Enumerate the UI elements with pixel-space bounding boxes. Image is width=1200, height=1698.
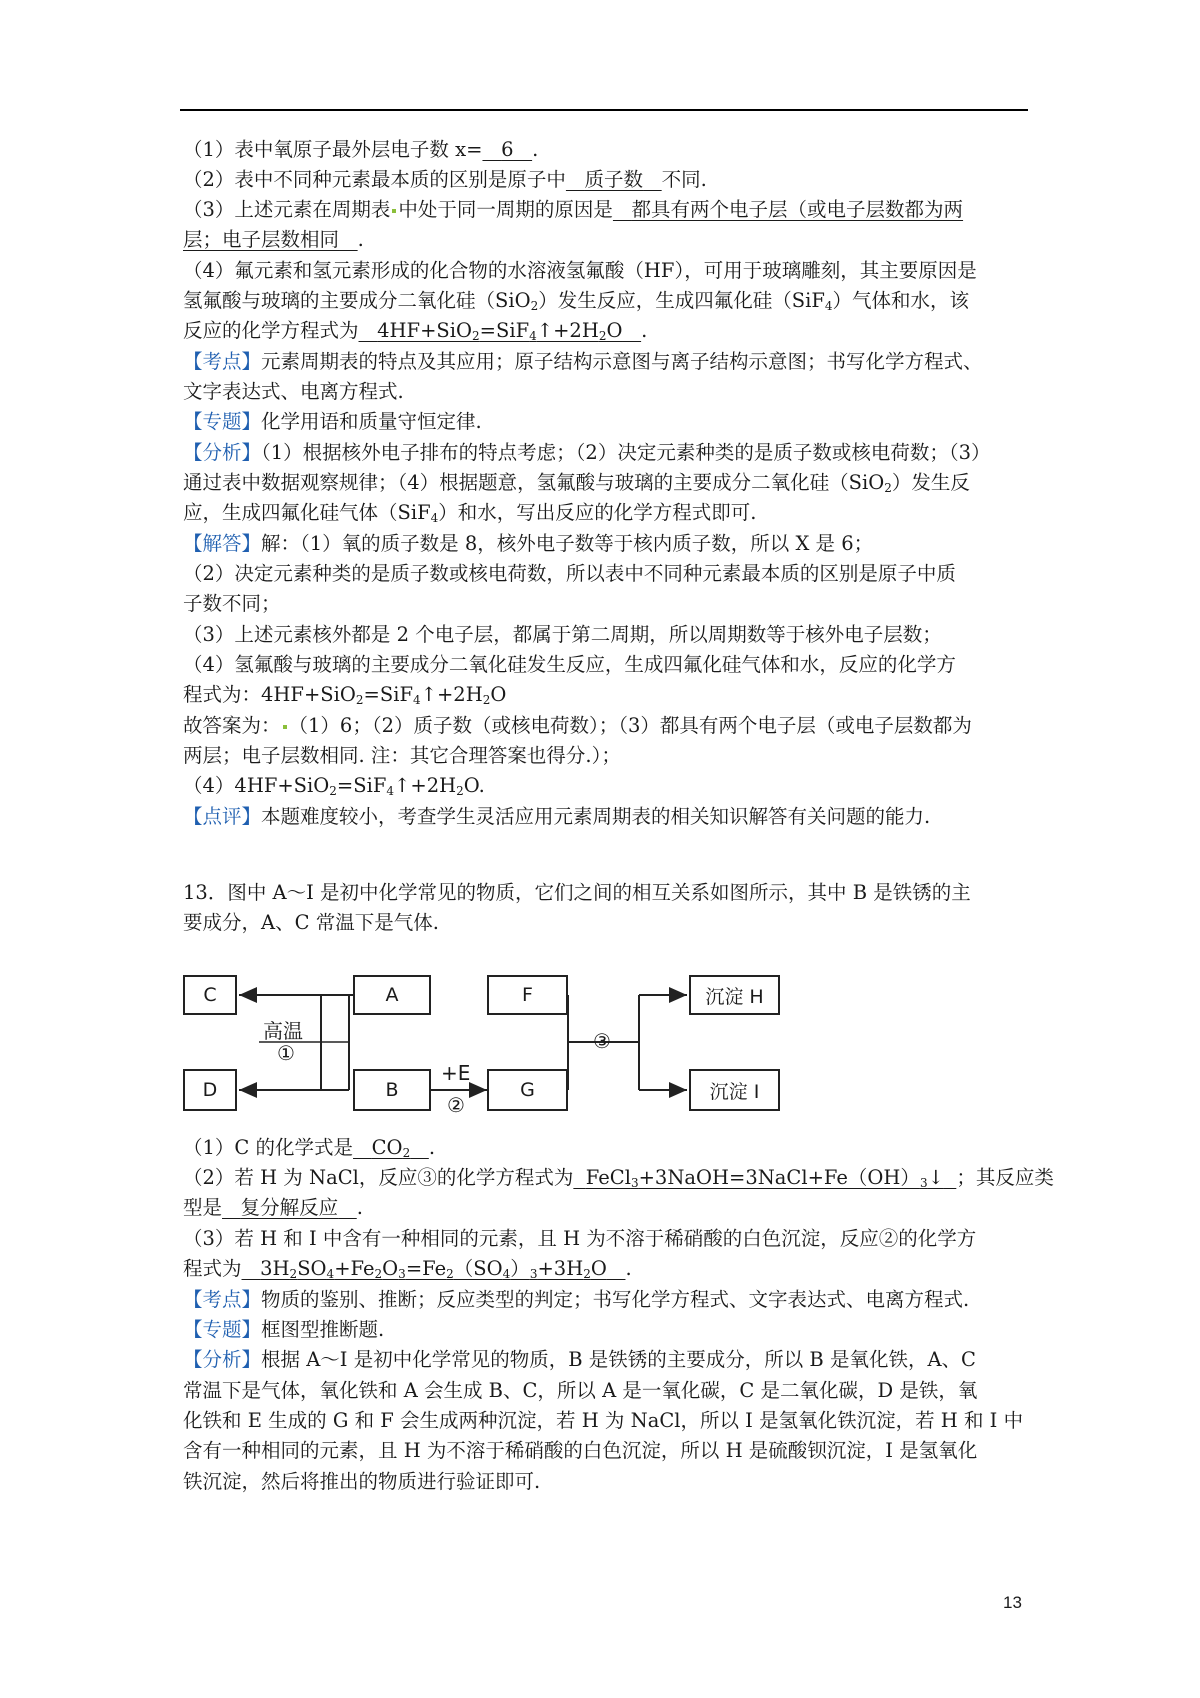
q12-zhuanti: 【专题】化学用语和质量守恒定律. [183,410,482,433]
page-number: 13 [1003,1593,1022,1612]
q12-part3-line1: （3）上述元素在周期表 中处于同一周期的原因是 都具有两个电子层（或电子层数都为两 [183,198,964,221]
q12-part2: （2）表中不同种元素最本质的区别是原子中 质子数 不同. [183,168,707,191]
q12-part4-line1: （4）氟元素和氢元素形成的化合物的水溶液氢氟酸（HF），可用于玻璃雕刻，其主要原因是 [183,259,977,282]
label-plus-E: +E [441,1061,471,1085]
header-rule [180,109,1028,111]
q13-fenxi-5: 铁沉淀，然后将推出的物质进行验证即可. [183,1470,541,1493]
q12-answer-4: $(4)4HF+SiO_2=SiF_4↑+2H_2O$. [183,774,485,798]
node-B: B [353,1069,431,1111]
q12-answer: 故答案为： （1）6；（2）质子数（或核电荷数）；（3）都具有两个电子层（或电子层数都为 [183,714,972,737]
q12-jieda-2: （2）决定元素种类的是质子数或核电荷数，所以表中不同种元素最本质的区别是原子中质 [183,562,956,585]
node-H: 沉淀 H [689,975,780,1015]
label-reaction-2: ② [447,1093,465,1117]
q12-jieda-5: （4）氢氟酸与玻璃的主要成分二氧化硅发生反应，生成四氟化硅气体和水，反应的化学方 [183,653,956,676]
q12-fenxi: 【分析】（1）根据核外电子排布的特点考虑；（2）决定元素种类的是质子数或核电荷数；（3） [183,441,991,464]
q12-part1: （1）表中氧原子最外层电子数 x= 6 . [183,138,539,161]
label-gaowen: 高温 [263,1019,303,1043]
q13-fenxi-3: 化铁和 E 生成的 G 和 F 会生成两种沉淀，若 H 为 NaCl，所以 I 是氢氧化铁沉淀，若 H 和 I 中 [183,1409,1024,1432]
q13-part3-cont: 程式为 $3H_2SO_4+Fe_2O_3=Fe_2(SO_4)_3+3H_2O$ . [183,1257,632,1281]
q12-answer-cont: 两层；电子层数相同. 注：其它合理答案也得分.）； [183,744,621,767]
q12-kaodian-cont: 文字表达式、电离方程式. [183,380,404,403]
q12-fenxi-cont1: 通过表中数据观察规律；（4）根据题意，氢氟酸与玻璃的主要成分二氧化硅（SiO$_2$）发生反 [183,471,970,495]
node-F: F [487,975,568,1015]
mark-dot [283,725,287,729]
label-reaction-3: ③ [593,1029,611,1053]
q13-stem-cont: 要成分，A、C 常温下是气体. [183,911,439,934]
q13-stem: 13．图中 A～I 是初中化学常见的物质，它们之间的相互关系如图所示，其中 B 是铁锈的主 [183,881,971,904]
q13-kaodian: 【考点】物质的鉴别、推断；反应类型的判定；书写化学方程式、文字表达式、电离方程式. [183,1288,970,1311]
q12-jieda: 【解答】解：（1）氧的质子数是 8，核外电子数等于核内质子数，所以 X 是 6； [183,532,874,555]
node-C: C [183,975,237,1015]
q12-fenxi-cont2: 应，生成四氟化硅气体（SiF$_4$）和水，写出反应的化学方程式即可. [183,501,757,525]
q12-jieda-3: 子数不同； [183,592,281,615]
q12-dianping: 【点评】本题难度较小，考查学生灵活应用元素周期表的相关知识解答有关问题的能力. [183,805,931,828]
reaction-diagram [183,975,843,1125]
q12-jieda-4: （3）上述元素核外都是 2 个电子层，都属于第二周期，所以周期数等于核外电子层数； [183,623,942,646]
q13-fenxi: 【分析】根据 A～I 是初中化学常见的物质，B 是铁锈的主要成分，所以 B 是氧化铁，A、C [183,1348,976,1371]
node-I: 沉淀 I [689,1069,780,1111]
q12-part3-line2: 层；电子层数相同 . [183,228,364,251]
q13-part2-cont: 型是 复分解反应 . [183,1196,363,1219]
q13-part2: （2）若 H 为 NaCl，反应③的化学方程式为 $FeCl_3+3NaOH=3NaCl+Fe(OH)_3↓$ ；其反应类 [183,1166,1054,1190]
node-A: A [353,975,431,1015]
q12-jieda-6: 程式为：$4HF+SiO_2=SiF_4↑+2H_2O$ [183,683,507,707]
q13-part3: （3）若 H 和 I 中含有一种相同的元素，且 H 为不溶于稀硝酸的白色沉淀，反应②的化学方 [183,1227,977,1250]
q13-part1: （1）C 的化学式是 $CO_2$ . [183,1136,436,1160]
q12-kaodian: 【考点】元素周期表的特点及其应用；原子结构示意图与离子结构示意图；书写化学方程式、 [183,350,983,373]
mark-dot [392,209,396,213]
q13-fenxi-2: 常温下是气体，氧化铁和 A 会生成 B、C，所以 A 是一氧化碳，C 是二氧化碳，D 是铁，氧 [183,1379,978,1402]
q13-zhuanti: 【专题】框图型推断题. [183,1318,385,1341]
q12-part4-line2: 氢氟酸与玻璃的主要成分二氧化硅（SiO$_2$）发生反应，生成四氟化硅（SiF$_4$）气体和水，该 [183,289,970,313]
q12-part4-line3: 反应的化学方程式为 $4HF+SiO_2=SiF_4↑+2H_2O$ . [183,319,648,343]
q13-fenxi-4: 含有一种相同的元素，且 H 为不溶于稀硝酸的白色沉淀，所以 H 是硫酸钡沉淀，I 是氢氧化 [183,1439,978,1462]
node-G: G [487,1069,568,1111]
label-reaction-1: ① [277,1041,295,1065]
node-D: D [183,1069,237,1111]
